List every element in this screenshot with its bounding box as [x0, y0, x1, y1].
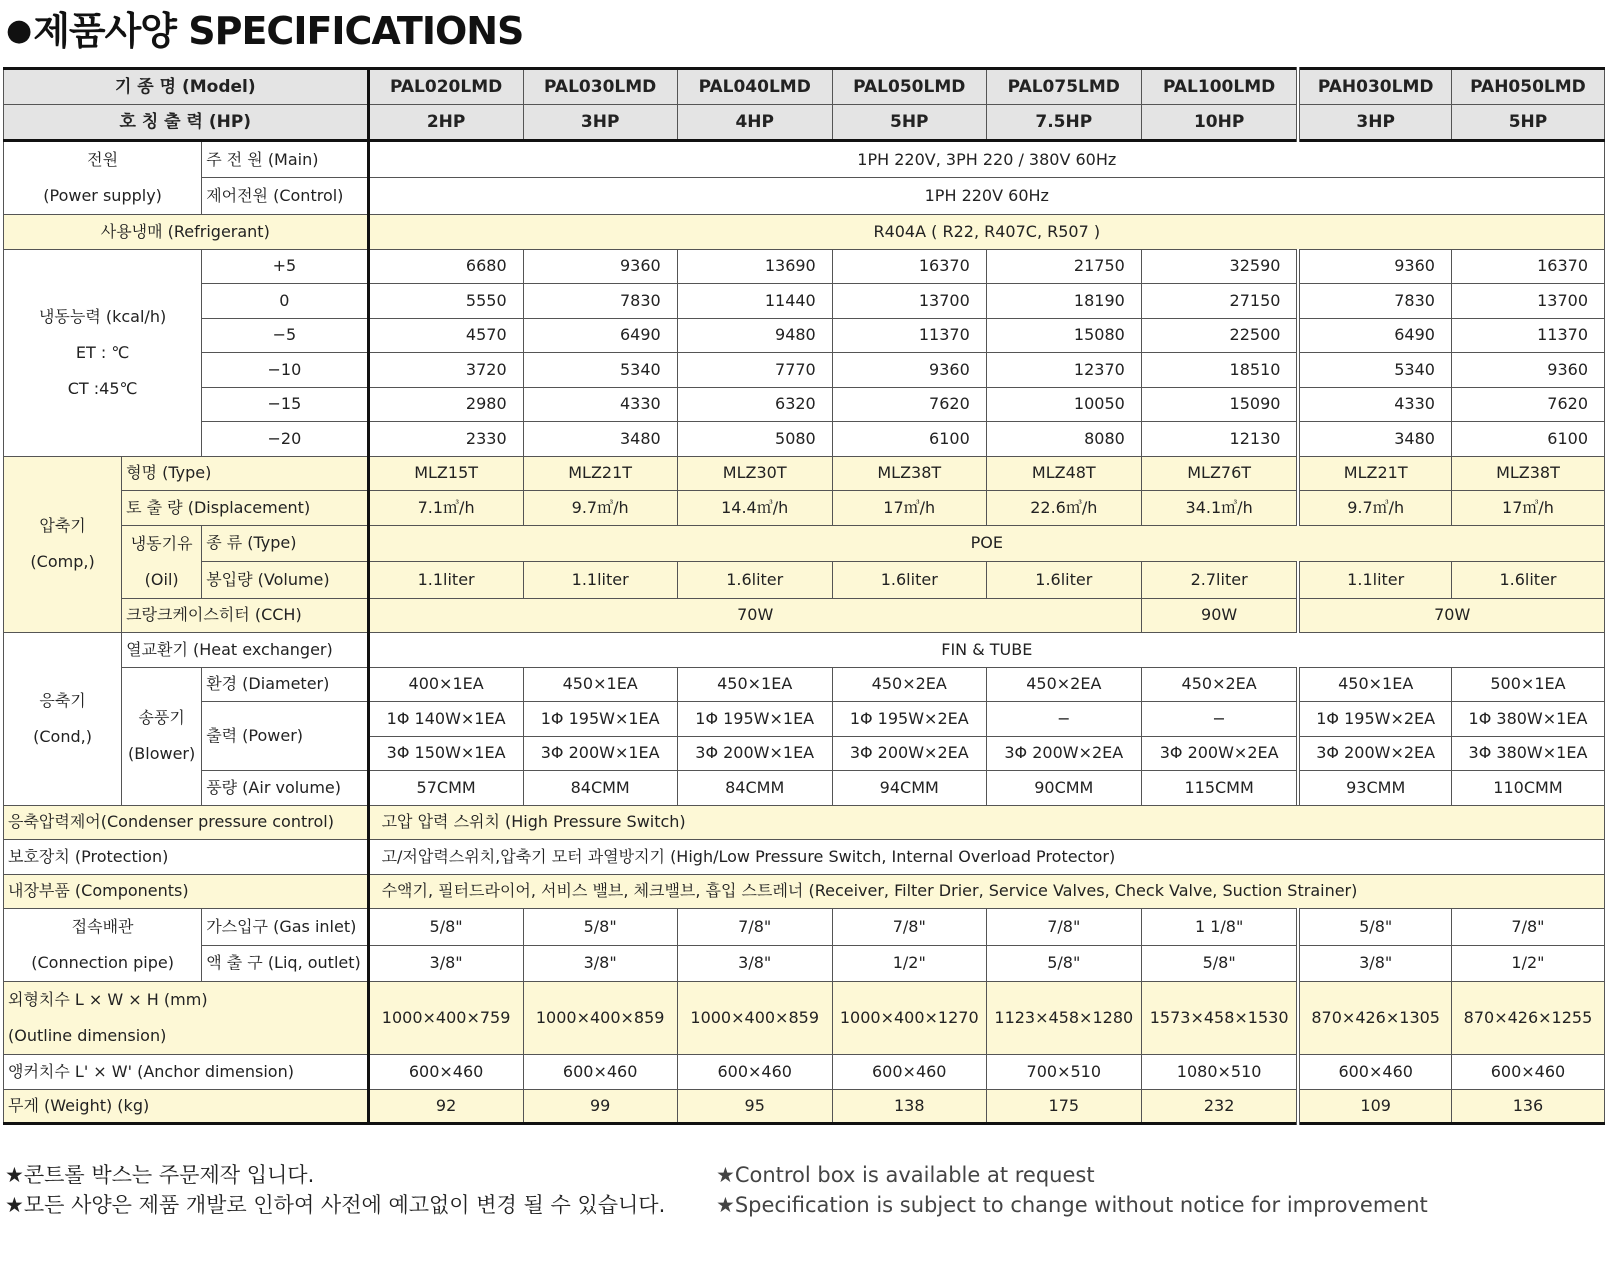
- power-1ph-cell: 1Φ 140W×1EA: [368, 702, 523, 737]
- outline-cell: 1000×400×1270: [832, 982, 986, 1055]
- capacity-cell: 12370: [986, 353, 1141, 388]
- liq-cell: 5/8": [1141, 945, 1298, 982]
- comp-disp-cell: 7.1㎥/h: [368, 491, 523, 526]
- air-cell: 84CMM: [677, 771, 832, 806]
- diameter-cell: 500×1EA: [1451, 667, 1604, 702]
- oil-volume-cell: 2.7liter: [1141, 562, 1298, 599]
- oil-type-label: 종 류 (Type): [202, 525, 368, 562]
- air-row: [4, 771, 1605, 806]
- note-ko-2: ★모든 사양은 제품 개발로 인하여 사전에 예고없이 변경 될 수 있습니다.: [5, 1193, 666, 1217]
- power-main-value: 1PH 220V, 3PH 220 / 380V 60Hz: [368, 141, 1604, 178]
- diameter-cell: 450×1EA: [1298, 667, 1451, 702]
- compressor-label: 압축기 (Comp,): [4, 456, 122, 633]
- air-cell: 94CMM: [832, 771, 986, 806]
- weight-cell: 138: [832, 1089, 986, 1124]
- hp-row: [4, 105, 1605, 141]
- gas-cell: 7/8": [986, 909, 1141, 946]
- weight-row: [4, 1089, 1605, 1124]
- outline-label: 외형치수 L × W × H (mm) (Outline dimension): [4, 982, 369, 1055]
- capacity-cell: 11440: [677, 284, 832, 319]
- air-label: 풍량 (Air volume): [202, 771, 368, 806]
- diameter-row: [4, 667, 1605, 702]
- hp-cell: 4HP: [677, 105, 832, 141]
- power-main-row: [4, 141, 1605, 178]
- weight-cell: 92: [368, 1089, 523, 1124]
- note-en-2: ★Specification is subject to change without notice for improvement: [716, 1193, 1428, 1217]
- diameter-cell: 450×2EA: [832, 667, 986, 702]
- oil-volume-cell: 1.1liter: [1298, 562, 1451, 599]
- power-control-value: 1PH 220V 60Hz: [368, 178, 1604, 215]
- air-cell: 110CMM: [1451, 771, 1604, 806]
- cch-value-a: 70W: [368, 598, 1141, 633]
- weight-cell: 232: [1141, 1089, 1298, 1124]
- capacity-cell: 13690: [677, 249, 832, 284]
- oil-volume-label: 봉입량 (Volume): [202, 562, 368, 599]
- capacity-cell: 6100: [832, 422, 986, 457]
- outline-cell: 1000×400×859: [523, 982, 677, 1055]
- capacity-row: [4, 353, 1605, 388]
- oil-type-row: [4, 525, 1605, 562]
- gas-cell: 1 1/8": [1141, 909, 1298, 946]
- oil-type-value: POE: [368, 525, 1604, 562]
- anchor-label: 앵커치수 L' × W' (Anchor dimension): [4, 1055, 369, 1090]
- hx-row: [4, 633, 1605, 668]
- et-cell: −20: [202, 422, 368, 457]
- hx-value: FIN & TUBE: [368, 633, 1604, 668]
- capacity-cell: 7620: [1451, 387, 1604, 422]
- capacity-cell: 3480: [1298, 422, 1451, 457]
- comp-disp-cell: 22.6㎥/h: [986, 491, 1141, 526]
- power-1ph-cell: 1Φ 380W×1EA: [1451, 702, 1604, 737]
- power-1ph-cell: 1Φ 195W×1EA: [523, 702, 677, 737]
- capacity-cell: 12130: [1141, 422, 1298, 457]
- weight-cell: 109: [1298, 1089, 1451, 1124]
- capacity-cell: 32590: [1141, 249, 1298, 284]
- comp-disp-label: 토 출 량 (Displacement): [122, 491, 368, 526]
- diameter-cell: 450×1EA: [677, 667, 832, 702]
- comp-disp-cell: 17㎥/h: [1451, 491, 1604, 526]
- capacity-cell: 7770: [677, 353, 832, 388]
- power-main-label: 주 전 원 (Main): [202, 141, 368, 178]
- capacity-cell: 7830: [523, 284, 677, 319]
- pipe-label: 접속배관 (Connection pipe): [4, 909, 202, 982]
- comp-disp-cell: 17㎥/h: [832, 491, 986, 526]
- comp-type-cell: MLZ76T: [1141, 456, 1298, 491]
- capacity-cell: 6490: [1298, 318, 1451, 353]
- components-value: 수액기, 필터드라이어, 서비스 밸브, 체크밸브, 흡입 스트레너 (Receiver, Filter Drier, Service Valves, Check Valve, Suction Strainer): [368, 874, 1604, 909]
- oil-volume-cell: 1.1liter: [523, 562, 677, 599]
- model-cell: PAH050LMD: [1451, 69, 1604, 105]
- liq-row: [4, 945, 1605, 982]
- capacity-cell: 6680: [368, 249, 523, 284]
- hp-cell: 10HP: [1141, 105, 1298, 141]
- cch-value-b: 90W: [1141, 598, 1298, 633]
- protection-value: 고/저압력스위치,압축기 모터 과열방지기 (High/Low Pressure Switch, Internal Overload Protector): [368, 840, 1604, 875]
- refrigerant-value: R404A ( R22, R407C, R507 ): [368, 215, 1604, 250]
- capacity-cell: 4330: [1298, 387, 1451, 422]
- power-3ph-cell: 3Φ 380W×1EA: [1451, 736, 1604, 771]
- power-3ph-cell: 3Φ 200W×2EA: [986, 736, 1141, 771]
- et-cell: −10: [202, 353, 368, 388]
- comp-disp-cell: 14.4㎥/h: [677, 491, 832, 526]
- outline-cell: 870×426×1255: [1451, 982, 1604, 1055]
- refrigerant-label: 사용냉매 (Refrigerant): [4, 215, 369, 250]
- components-label: 내장부품 (Components): [4, 874, 369, 909]
- power-3ph-cell: 3Φ 150W×1EA: [368, 736, 523, 771]
- power-1ph-cell: 1Φ 195W×1EA: [677, 702, 832, 737]
- hp-cell: 5HP: [832, 105, 986, 141]
- air-cell: 115CMM: [1141, 771, 1298, 806]
- capacity-cell: 18190: [986, 284, 1141, 319]
- oil-label: 냉동기유 (Oil): [122, 525, 202, 598]
- air-cell: 90CMM: [986, 771, 1141, 806]
- outline-cell: 1000×400×759: [368, 982, 523, 1055]
- capacity-cell: 10050: [986, 387, 1141, 422]
- gas-cell: 7/8": [832, 909, 986, 946]
- note-en-1: ★Control box is available at request: [716, 1163, 1095, 1187]
- outline-row: [4, 982, 1605, 1055]
- power-3ph-cell: 3Φ 200W×2EA: [1298, 736, 1451, 771]
- gas-label: 가스입구 (Gas inlet): [202, 909, 368, 946]
- et-cell: −5: [202, 318, 368, 353]
- capacity-cell: 6490: [523, 318, 677, 353]
- diameter-label: 환경 (Diameter): [202, 667, 368, 702]
- capacity-cell: 15090: [1141, 387, 1298, 422]
- diameter-cell: 450×1EA: [523, 667, 677, 702]
- power-3ph-cell: 3Φ 200W×1EA: [677, 736, 832, 771]
- oil-volume-cell: 1.6liter: [677, 562, 832, 599]
- air-cell: 93CMM: [1298, 771, 1451, 806]
- anchor-cell: 1080×510: [1141, 1055, 1298, 1090]
- power-1ph-cell: −: [1141, 702, 1298, 737]
- power-label: 전원 (Power supply): [4, 141, 202, 215]
- capacity-cell: 9360: [1298, 249, 1451, 284]
- diameter-cell: 450×2EA: [1141, 667, 1298, 702]
- anchor-cell: 600×460: [1298, 1055, 1451, 1090]
- et-cell: +5: [202, 249, 368, 284]
- capacity-cell: 13700: [1451, 284, 1604, 319]
- model-label: 기 종 명 (Model): [4, 69, 369, 105]
- anchor-cell: 600×460: [1451, 1055, 1604, 1090]
- capacity-cell: 13700: [832, 284, 986, 319]
- comp-disp-cell: 9.7㎥/h: [523, 491, 677, 526]
- power-1ph-cell: 1Φ 195W×2EA: [1298, 702, 1451, 737]
- liq-cell: 3/8": [523, 945, 677, 982]
- power-3ph-cell: 3Φ 200W×2EA: [832, 736, 986, 771]
- capacity-row: [4, 249, 1605, 284]
- capacity-cell: 5080: [677, 422, 832, 457]
- capacity-cell: 9360: [832, 353, 986, 388]
- model-cell: PAL050LMD: [832, 69, 986, 105]
- capacity-cell: 4570: [368, 318, 523, 353]
- capacity-row: [4, 284, 1605, 319]
- weight-cell: 136: [1451, 1089, 1604, 1124]
- hx-label: 열교환기 (Heat exchanger): [122, 633, 368, 668]
- capacity-cell: 16370: [1451, 249, 1604, 284]
- hp-cell: 2HP: [368, 105, 523, 141]
- capacity-cell: 2330: [368, 422, 523, 457]
- capacity-cell: 3720: [368, 353, 523, 388]
- capacity-cell: 15080: [986, 318, 1141, 353]
- oil-volume-cell: 1.6liter: [832, 562, 986, 599]
- comp-disp-cell: 9.7㎥/h: [1298, 491, 1451, 526]
- capacity-cell: 4330: [523, 387, 677, 422]
- anchor-cell: 700×510: [986, 1055, 1141, 1090]
- outline-cell: 870×426×1305: [1298, 982, 1451, 1055]
- weight-cell: 99: [523, 1089, 677, 1124]
- oil-volume-cell: 1.6liter: [986, 562, 1141, 599]
- capacity-cell: 6100: [1451, 422, 1604, 457]
- comp-type-label: 형명 (Type): [122, 456, 368, 491]
- et-cell: −15: [202, 387, 368, 422]
- blower-power-label: 출력 (Power): [202, 702, 368, 771]
- capacity-row: [4, 387, 1605, 422]
- anchor-cell: 600×460: [677, 1055, 832, 1090]
- capacity-row: [4, 318, 1605, 353]
- diameter-cell: 450×2EA: [986, 667, 1141, 702]
- model-cell: PAL075LMD: [986, 69, 1141, 105]
- power-1ph-row: [4, 702, 1605, 737]
- comp-type-cell: MLZ38T: [832, 456, 986, 491]
- hp-cell: 7.5HP: [986, 105, 1141, 141]
- spec-table: [3, 67, 1605, 1125]
- model-cell: PAH030LMD: [1298, 69, 1451, 105]
- comp-type-cell: MLZ21T: [1298, 456, 1451, 491]
- capacity-label: 냉동능력 (kcal/h) ET : ℃ CT :45℃: [4, 249, 202, 456]
- model-cell: PAL030LMD: [523, 69, 677, 105]
- gas-cell: 5/8": [523, 909, 677, 946]
- anchor-cell: 600×460: [523, 1055, 677, 1090]
- power-1ph-cell: −: [986, 702, 1141, 737]
- outline-cell: 1000×400×859: [677, 982, 832, 1055]
- hp-cell: 3HP: [1298, 105, 1451, 141]
- weight-label: 무게 (Weight) (kg): [4, 1089, 369, 1124]
- capacity-cell: 7620: [832, 387, 986, 422]
- note-ko-1: ★콘트롤 박스는 주문제작 입니다.: [5, 1163, 315, 1187]
- pressure-control-label: 응축압력제어(Condenser pressure control): [4, 805, 369, 840]
- condenser-label: 응축기 (Cond,): [4, 633, 122, 806]
- oil-volume-cell: 1.6liter: [1451, 562, 1604, 599]
- comp-type-cell: MLZ48T: [986, 456, 1141, 491]
- et-cell: 0: [202, 284, 368, 319]
- page-title: [6, 0, 523, 55]
- hp-label: 호 칭 출 력 (HP): [4, 105, 369, 141]
- capacity-cell: 11370: [1451, 318, 1604, 353]
- gas-row: [4, 909, 1605, 946]
- notes-korean: [5, 1160, 665, 1220]
- comp-type-cell: MLZ21T: [523, 456, 677, 491]
- comp-type-cell: MLZ15T: [368, 456, 523, 491]
- capacity-cell: 5340: [1298, 353, 1451, 388]
- refrigerant-row: [4, 215, 1605, 250]
- liq-cell: 5/8": [986, 945, 1141, 982]
- capacity-cell: 5340: [523, 353, 677, 388]
- capacity-cell: 27150: [1141, 284, 1298, 319]
- capacity-cell: 8080: [986, 422, 1141, 457]
- comp-type-cell: MLZ30T: [677, 456, 832, 491]
- power-control-label: 제어전원 (Control): [202, 178, 368, 215]
- capacity-cell: 16370: [832, 249, 986, 284]
- capacity-cell: 3480: [523, 422, 677, 457]
- capacity-cell: 2980: [368, 387, 523, 422]
- anchor-row: [4, 1055, 1605, 1090]
- capacity-cell: 22500: [1141, 318, 1298, 353]
- model-row: [4, 69, 1605, 105]
- capacity-cell: 11370: [832, 318, 986, 353]
- bullet-icon: ●: [6, 13, 32, 48]
- liq-cell: 1/2": [1451, 945, 1604, 982]
- capacity-cell: 6320: [677, 387, 832, 422]
- components-row: [4, 874, 1605, 909]
- gas-cell: 7/8": [1451, 909, 1604, 946]
- hp-cell: 5HP: [1451, 105, 1604, 141]
- gas-cell: 5/8": [368, 909, 523, 946]
- gas-cell: 5/8": [1298, 909, 1451, 946]
- weight-cell: 175: [986, 1089, 1141, 1124]
- comp-type-row: [4, 456, 1605, 491]
- power-control-row: [4, 178, 1605, 215]
- liq-label: 액 출 구 (Liq, outlet): [202, 945, 368, 982]
- power-3ph-cell: 3Φ 200W×1EA: [523, 736, 677, 771]
- anchor-cell: 600×460: [368, 1055, 523, 1090]
- capacity-cell: 7830: [1298, 284, 1451, 319]
- capacity-row: [4, 422, 1605, 457]
- cch-row: [4, 598, 1605, 633]
- liq-cell: 3/8": [677, 945, 832, 982]
- anchor-cell: 600×460: [832, 1055, 986, 1090]
- comp-disp-cell: 34.1㎥/h: [1141, 491, 1298, 526]
- liq-cell: 3/8": [1298, 945, 1451, 982]
- capacity-cell: 9360: [523, 249, 677, 284]
- air-cell: 84CMM: [523, 771, 677, 806]
- model-cell: PAL100LMD: [1141, 69, 1298, 105]
- weight-cell: 95: [677, 1089, 832, 1124]
- protection-label: 보호장치 (Protection): [4, 840, 369, 875]
- oil-volume-cell: 1.1liter: [368, 562, 523, 599]
- power-3ph-cell: 3Φ 200W×2EA: [1141, 736, 1298, 771]
- notes-english: [716, 1160, 1428, 1220]
- power-1ph-cell: 1Φ 195W×2EA: [832, 702, 986, 737]
- air-cell: 57CMM: [368, 771, 523, 806]
- capacity-cell: 9360: [1451, 353, 1604, 388]
- cch-value-c: 70W: [1298, 598, 1604, 633]
- gas-cell: 7/8": [677, 909, 832, 946]
- cch-label: 크랑크케이스히터 (CCH): [122, 598, 368, 633]
- protection-row: [4, 840, 1605, 875]
- hp-cell: 3HP: [523, 105, 677, 141]
- capacity-cell: 21750: [986, 249, 1141, 284]
- oil-volume-row: [4, 562, 1605, 599]
- model-cell: PAL040LMD: [677, 69, 832, 105]
- capacity-cell: 18510: [1141, 353, 1298, 388]
- blower-label: 송풍기 (Blower): [122, 667, 202, 805]
- capacity-cell: 5550: [368, 284, 523, 319]
- liq-cell: 3/8": [368, 945, 523, 982]
- pressure-control-value: 고압 압력 스위치 (High Pressure Switch): [368, 805, 1604, 840]
- outline-cell: 1573×458×1530: [1141, 982, 1298, 1055]
- model-cell: PAL020LMD: [368, 69, 523, 105]
- diameter-cell: 400×1EA: [368, 667, 523, 702]
- page-title-text: 제품사양 SPECIFICATIONS: [33, 9, 524, 53]
- liq-cell: 1/2": [832, 945, 986, 982]
- comp-disp-row: [4, 491, 1605, 526]
- outline-cell: 1123×458×1280: [986, 982, 1141, 1055]
- pressure-control-row: [4, 805, 1605, 840]
- capacity-cell: 9480: [677, 318, 832, 353]
- comp-type-cell: MLZ38T: [1451, 456, 1604, 491]
